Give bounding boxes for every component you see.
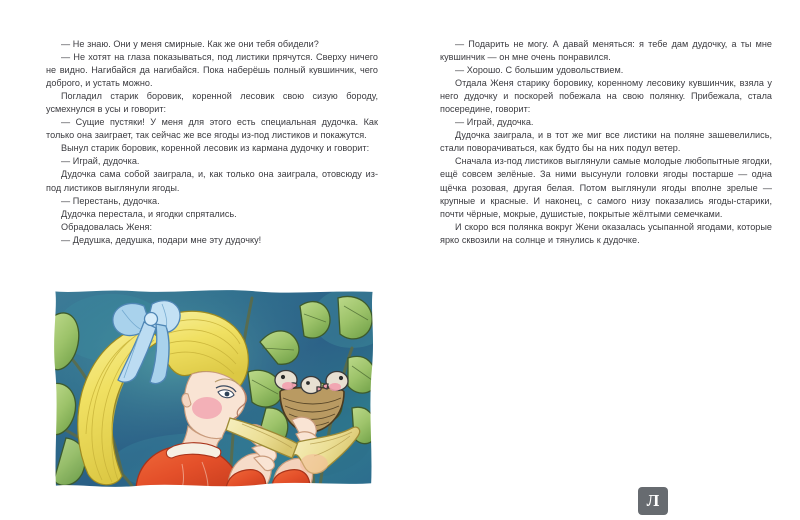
paragraph: — Подарить не могу. А давай меняться: я тебе дам дудочку, а ты мне кувшинчик — он мне очень понравился.: [440, 39, 772, 63]
paragraph: — Дедушка, дедушка, подари мне эту дудочку!: [61, 234, 262, 245]
paragraph: — Играй, дудочка.: [61, 156, 140, 167]
paragraph: — Перестань, дудочка.: [61, 195, 160, 206]
paragraph: Обрадовалась Женя:: [61, 221, 152, 232]
paragraph: Дудочка заиграла, и в тот же миг все листики на поляне зашевелились, стали поворачиваться, как будто бы на них подул ветер.: [440, 130, 772, 154]
paragraph: Вынул старик боровик, коренной лесовик из кармана дудочку и говорит:: [61, 143, 370, 154]
paragraph: — Хорошо. С большим удовольствием.: [455, 65, 624, 76]
paragraph: — Сущие пустяки! У меня для этого есть специальная дудочка. Как только она заиграет, так сейчас же все ягоды из-под листиков и покажутся.: [46, 117, 378, 141]
right-page: [400, 0, 800, 520]
paragraph: Дудочка перестала, и ягодки спрятались.: [61, 208, 237, 219]
illustration-left-svg: [52, 288, 376, 488]
illustration-girl-playing-pipe: [52, 288, 376, 488]
paragraph: Сначала из-под листиков выглянули самые молодые любопытные ягодки, ещё совсем зелёные. За ними высунули головки ягоды постарше — одна щёчка розовая, другая белая. Потом выглянули ягоды вполне зрелые — крупные и красные. И наконец, с самого низу показались ягоды-старики, почти чёрные, мокрые, душистые, покрытые жёлтыми семечками.: [440, 156, 772, 219]
paragraph: — Не знаю. Они у меня смирные. Как же они тебя обидели?: [61, 39, 319, 49]
paragraph: И скоро вся полянка вокруг Жени оказалась усыпанной ягодами, которые ярко сквозили на солнце и тянулись к дудочке.: [440, 221, 772, 245]
labirint-watermark: Л: [638, 487, 668, 515]
left-page-text: [46, 38, 378, 247]
paragraph: Погладил старик боровик, коренной лесовик свою сизую бороду, усмехнулся в усы и говорит:: [46, 91, 378, 115]
paragraph: Дудочка сама собой заиграла, и, как только она заиграла, отовсюду из-под листиков выглянули ягоды.: [46, 169, 378, 193]
paragraph: Отдала Женя старику боровику, коренному лесовику кувшинчик, взяла у него дудочку и поскорей побежала на свою полянку. Прибежала, стала посередине, говорит:: [440, 78, 772, 115]
paragraph: — Не хотят на глаза показываться, под листики прячутся. Сверху ничего не видно. Нагибайся да нагибайся. Пока наберёшь полный кувшинчик, чего доброго, и устать можно.: [46, 52, 378, 89]
paragraph: — Играй, дудочка.: [455, 117, 534, 128]
right-page-text: [440, 38, 772, 247]
